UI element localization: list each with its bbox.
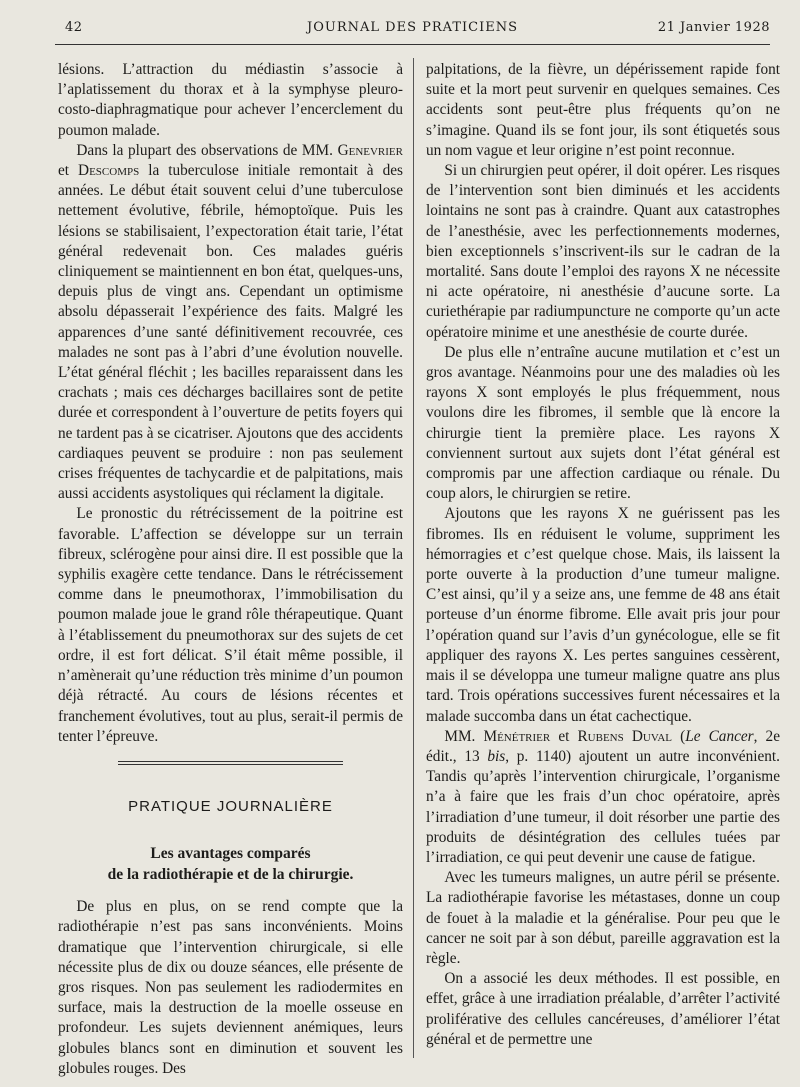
page-number: 42 [65,20,83,35]
section-separator [118,761,343,767]
section-title: PRATIQUE JOURNALIÈRE [128,797,333,815]
author-name: Rubens Duval [577,727,673,745]
author-name: Descomps [78,162,140,180]
header-rule [55,44,770,45]
citation-title: Le Cancer [685,727,754,745]
paragraph: Si un chirurgien peut opérer, il doit opérer. Les risques de l’intervention sont bien diminués et les accidents lointains ne sont pas à craindre. Quant aux catastrophes de l’anesthésie, avec les perfectionnements modernes, bien exceptionnels s’inscrivent-ils sur le cadran de la mortalité. Sans doute l’emploi des rayons X ne nécessite ni acte opératoire, ni anesthésie d’aucune sorte. La curiethérapie par radiumpuncture ne comporte qu’un acte opératoire minime et une anesthésie de courte durée. [426,162,780,341]
paragraph: Dans la plupart des observations de MM. Genevrier et Descomps la tuberculose initiale remontait à des années. Le début était souvent celui d’une tuberculose nettement évolutive, fébrile, hémoptoïque. Puis les lésions se stabilisaient, l’expectoration était tarie, l’état général redevenait bon. Ces malades guéris cliniquement se maintiennent en bon état, quelques-uns, depuis plus de vingt ans. Cependant un optimisme absolu dépasserait l’expérience des faits. Malgré les apparences d’une santé définitivement recouvrée, ces malades ne sont pas à l’abri d’une évolution nouvelle. L’état général fléchit ; les bacilles reparaissent dans les crachats ; mais ces décharges bacillaires sont de petite durée et correspondent à l’ouverture de petits foyers qui ne tardent pas à se cicatriser. Ajoutons que des accidents cardiaques peuvent se produire : non pas seulement crises fréquentes de tachycardie et de palpitations, mais aussi accidents asystoliques qui réclament la digitale. [58,141,403,503]
author-name: Ménétrier [483,727,551,745]
paragraph: Ajoutons que les rayons X ne guérissent pas les fibromes. Ils en réduisent le volume, suppriment les hémorragies et c’est quelque chose. Mais, ils laissent la porte ouverte à la production d’une tumeur maligne. C’est ainsi, qu’il y a seize ans, une femme de 48 ans était porteuse d’un énorme fibrome. Elle avait pris jour pour l’opération quand sur l’avis d’un gynécologue, elle se fit appliquer des rayons X. Les pertes sanguines cessèrent, mais il se développa une tumeur maligne quatre ans plus tard. Trois opérations successives furent nécessaires et la malade succomba dans un état cachectique. [426,505,780,725]
paragraph: Le pronostic du rétrécissement de la poitrine est favorable. L’affection se développe sur un terrain fibreux, sclérogène pour ainsi dire. Il est possible que la syphilis exagère cette tendance. Dans le rétrécissement comme dans le pneumothorax, l’immobilisation du poumon malade joue le grand rôle thérapeutique. Quant à l’établissement du pneumothorax sur des sujets de cet ordre, il est fort délicat. S’il était même possible, il n’amènerait qu’une réduction très minime d’un poumon déjà rétracté. Au cours de lésions récentes et franchement évolutives, tout au plus, serait-il permis de tenter l’épreuve. [58,505,403,745]
paragraph: lésions. L’attraction du médiastin s’associe à l’aplatissement du thorax et à la symphyse pleuro-costo-diaphragmatique pour achever l’encerclement du poumon malade. [58,61,403,139]
paragraph: Avec les tumeurs malignes, un autre péril se présente. La radiothérapie favorise les métastases, donne un coup de fouet à la maladie et la généralise. Pour peu que le cancer ne soit par à son début, pareille aggravation est la règle. [426,869,780,967]
paragraph: De plus en plus, on se rend compte que la radiothérapie n’est pas sans inconvénients. Moins dramatique que l’intervention chirurgicale, si elle nécessite plus de dix ou douze séances, elle présente de gros risques. Non pas seulement les radiodermites en surface, mais la destruction de la moelle osseuse en profondeur. Les sujets deviennent anémiques, leurs globules blancs sont en diminution et souvent les globules rouges. Des [58,898,403,1077]
paragraph: On a associé les deux méthodes. Il est possible, en effet, grâce à une irradiation préalable, d’arrêter l’activité proliférative des cellules cancéreuses, d’améliorer l’état général et de permettre une [426,970,780,1048]
paragraph: palpitations, de la fièvre, un dépérissement rapide font suite et la mort peut survenir en quelques semaines. Ces accidents sont peut-être plus fréquents qu’on ne s’imagine. Quand ils se font jour, ils sont étiquetés sous un nom vague et leur origine n’est point reconnue. [426,61,780,159]
issue-date: 21 Janvier 1928 [657,20,770,35]
page-header [55,20,770,42]
paragraph: De plus elle n’entraîne aucune mutilation et c’est un gros avantage. Néanmoins pour une des maladies où les rayons X sont employés le plus fréquemment, nous voulons dire les fibromes, il semble que là encore la chirurgie tient la première place. Les rayons X conviennent surtout aux sujets dont l’état général est compromis par une affection cardiaque ou rénale. Du coup alors, le chirurgien se retire. [426,343,780,503]
column-divider [413,58,414,1058]
journal-title: JOURNAL DES PRATICIENS [307,20,518,35]
right-column [426,60,780,1050]
left-column [58,60,403,1079]
paragraph: MM. Ménétrier et Rubens Duval (Le Cancer, 2e édit., 13 bis, p. 1140) ajoutent un autre inconvénient. Tandis qu’après l’intervention chirurgicale, l’organisme n’a à faire que les frais d’un choc opératoire, après l’irradiation d’une tumeur, il doit résorber une partie des produits de désintégration des cellules tuées par l’irradiation, ce qui peut devenir une cause de fatigue. [426,727,780,866]
article-subtitle: Les avantages comparés de la radiothérapie et de la chirurgie. [107,845,354,884]
author-name: Genevrier [337,141,403,159]
